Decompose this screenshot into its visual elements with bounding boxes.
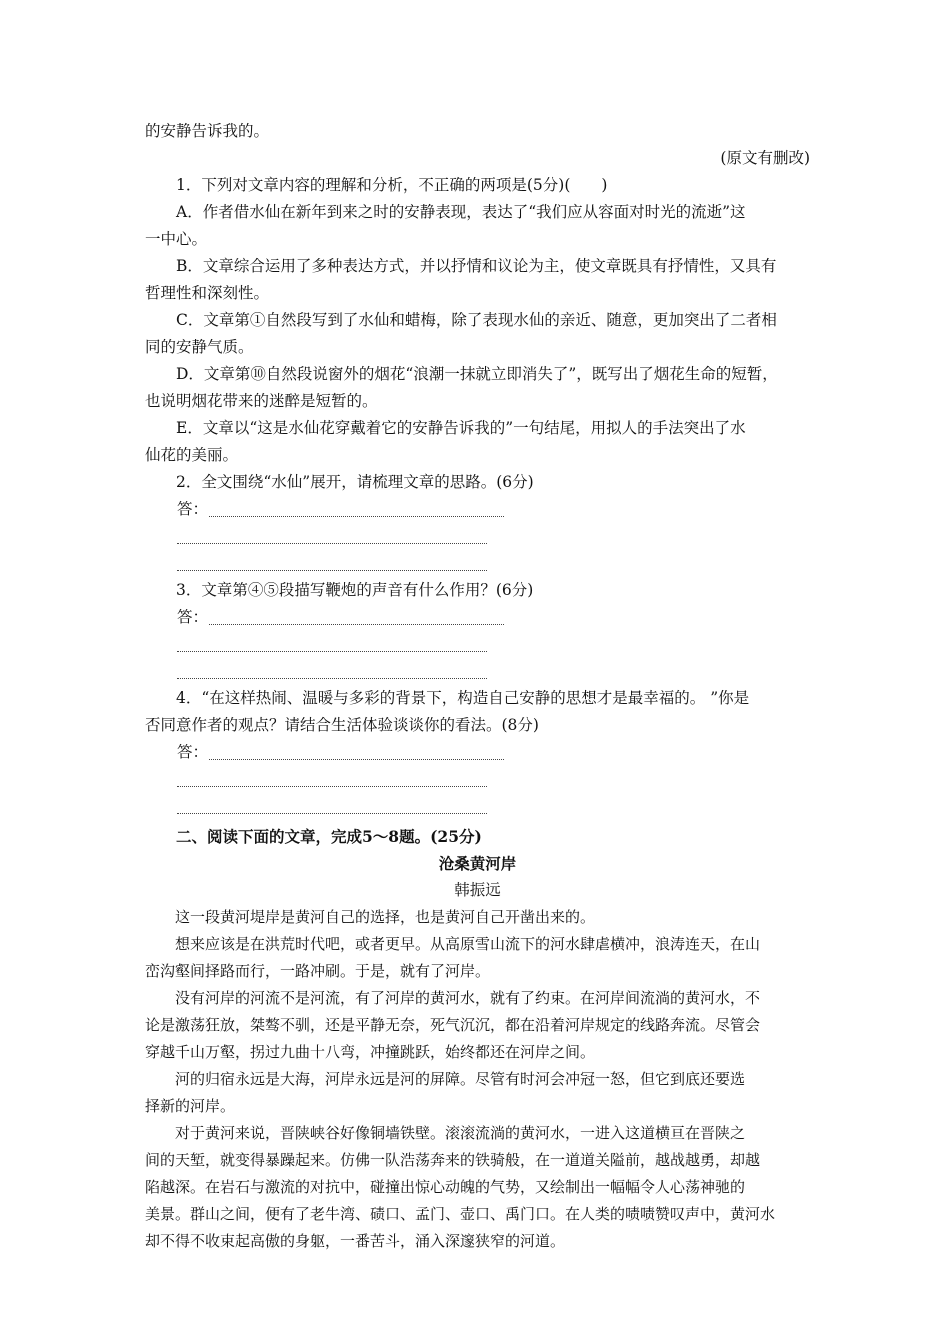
paragraph-cont: 择新的河岸。 (145, 1097, 236, 1115)
answer-rule (177, 678, 487, 679)
article-body (145, 904, 810, 1255)
answer-3-line-3[interactable] (145, 658, 810, 685)
document-page (145, 118, 810, 1255)
answer-3-line-2[interactable] (145, 631, 810, 658)
paragraph-cont: 美景。群山之间，便有了老牛湾、碛口、孟门、壶口、禹门口。在人类的啧啧赞叹声中，黄河水 (145, 1205, 776, 1223)
option-d: D．文章第⑩自然段说窗外的烟花“浪潮一抹就立即消失了”，既写出了烟花生命的短暂， (176, 365, 778, 383)
answer-label: 答： (177, 608, 209, 626)
option-a-cont: 一中心。 (145, 230, 208, 248)
option-e-cont: 仙花的美丽。 (145, 446, 239, 464)
article-title: 沧桑黄河岸 (438, 854, 517, 873)
paragraph: 这一段黄河堤岸是黄河自己的选择，也是黄河自己开凿出来的。 (175, 908, 596, 926)
answer-4-line-1[interactable] (145, 739, 810, 766)
article-author: 韩振远 (454, 881, 501, 899)
paragraph: 没有河岸的河流不是河流，有了河岸的黄河水，就有了约束。在河岸间流淌的黄河水，不 (175, 989, 761, 1007)
continuation-text: 的安静告诉我的。 (145, 122, 270, 140)
option-c: C．文章第①自然段写到了水仙和蜡梅，除了表现水仙的亲近、随意，更加突出了二者相 (176, 311, 777, 329)
paragraph-cont: 穿越千山万壑，拐过九曲十八弯，冲撞跳跃，始终都还在河岸之间。 (145, 1043, 596, 1061)
paragraph: 对于黄河来说，晋陕峡谷好像铜墙铁壁。滚滚流淌的黄河水，一进入这道横亘在晋陕之 (175, 1124, 746, 1142)
answer-rule (177, 786, 487, 787)
answer-rule (177, 543, 487, 544)
section-2-heading: 二、阅读下面的文章，完成5～8题。(25分) (176, 827, 482, 846)
answer-rule (177, 651, 487, 652)
answer-2-line-3[interactable] (145, 550, 810, 577)
answer-4-line-3[interactable] (145, 793, 810, 820)
answer-rule (177, 570, 487, 571)
answer-label: 答： (177, 500, 209, 518)
answer-4-line-2[interactable] (145, 766, 810, 793)
question-1-stem: 1．下列对文章内容的理解和分析，不正确的两项是(5分)( ) (176, 176, 608, 194)
answer-label: 答： (177, 743, 209, 761)
answer-2-line-2[interactable] (145, 523, 810, 550)
option-b-cont: 哲理性和深刻性。 (145, 284, 270, 302)
paragraph-cont: 间的天堑，就变得暴躁起来。仿佛一队浩荡奔来的铁骑般，在一道道关隘前，越战越勇，却越 (145, 1151, 761, 1169)
answer-rule (209, 624, 504, 625)
question-4-stem-cont: 否同意作者的观点？请结合生活体验谈谈你的看法。(8分) (145, 716, 539, 734)
option-a: A．作者借水仙在新年到来之时的安静表现，表达了“我们应从容面对时光的流逝”这 (176, 203, 746, 221)
answer-rule (209, 516, 504, 517)
answer-3-line-1[interactable] (145, 604, 810, 631)
question-2-stem: 2．全文围绕“水仙”展开，请梳理文章的思路。(6分) (176, 473, 534, 491)
paragraph-cont: 却不得不收束起高傲的身躯，一番苦斗，涌入深邃狭窄的河道。 (145, 1232, 566, 1250)
option-d-cont: 也说明烟花带来的迷醉是短暂的。 (145, 392, 378, 410)
question-3-stem: 3．文章第④⑤段描写鞭炮的声音有什么作用？(6分) (176, 581, 534, 599)
answer-rule (177, 813, 487, 814)
option-c-cont: 同的安静气质。 (145, 338, 254, 356)
paragraph-cont: 论是激荡狂放，桀骜不驯，还是平静无奈，死气沉沉，都在沿着河岸规定的线路奔流。尽管会 (145, 1016, 761, 1034)
question-4-stem: 4．“在这样热闹、温暖与多彩的背景下，构造自己安静的思想才是最幸福的。 ”你是 (176, 689, 750, 707)
paragraph-cont: 陷越深。在岩石与激流的对抗中，碰撞出惊心动魄的气势，又绘制出一幅幅令人心荡神驰的 (145, 1178, 746, 1196)
source-note: (原文有删改) (720, 149, 810, 167)
paragraph: 想来应该是在洪荒时代吧，或者更早。从高原雪山流下的河水肆虐横冲，浪涛连天，在山 (175, 935, 761, 953)
option-e: E．文章以“这是水仙花穿戴着它的安静告诉我的”一句结尾，用拟人的手法突出了水 (176, 419, 746, 437)
paragraph: 河的归宿永远是大海，河岸永远是河的屏障。尽管有时河会冲冠一怒，但它到底还要选 (175, 1070, 746, 1088)
answer-2-line-1[interactable] (145, 496, 810, 523)
paragraph-cont: 峦沟壑间择路而行，一路冲刷。于是，就有了河岸。 (145, 962, 491, 980)
answer-rule (209, 759, 504, 760)
option-b: B．文章综合运用了多种表达方式，并以抒情和议论为主，使文章既具有抒情性，又具有 (176, 257, 777, 275)
